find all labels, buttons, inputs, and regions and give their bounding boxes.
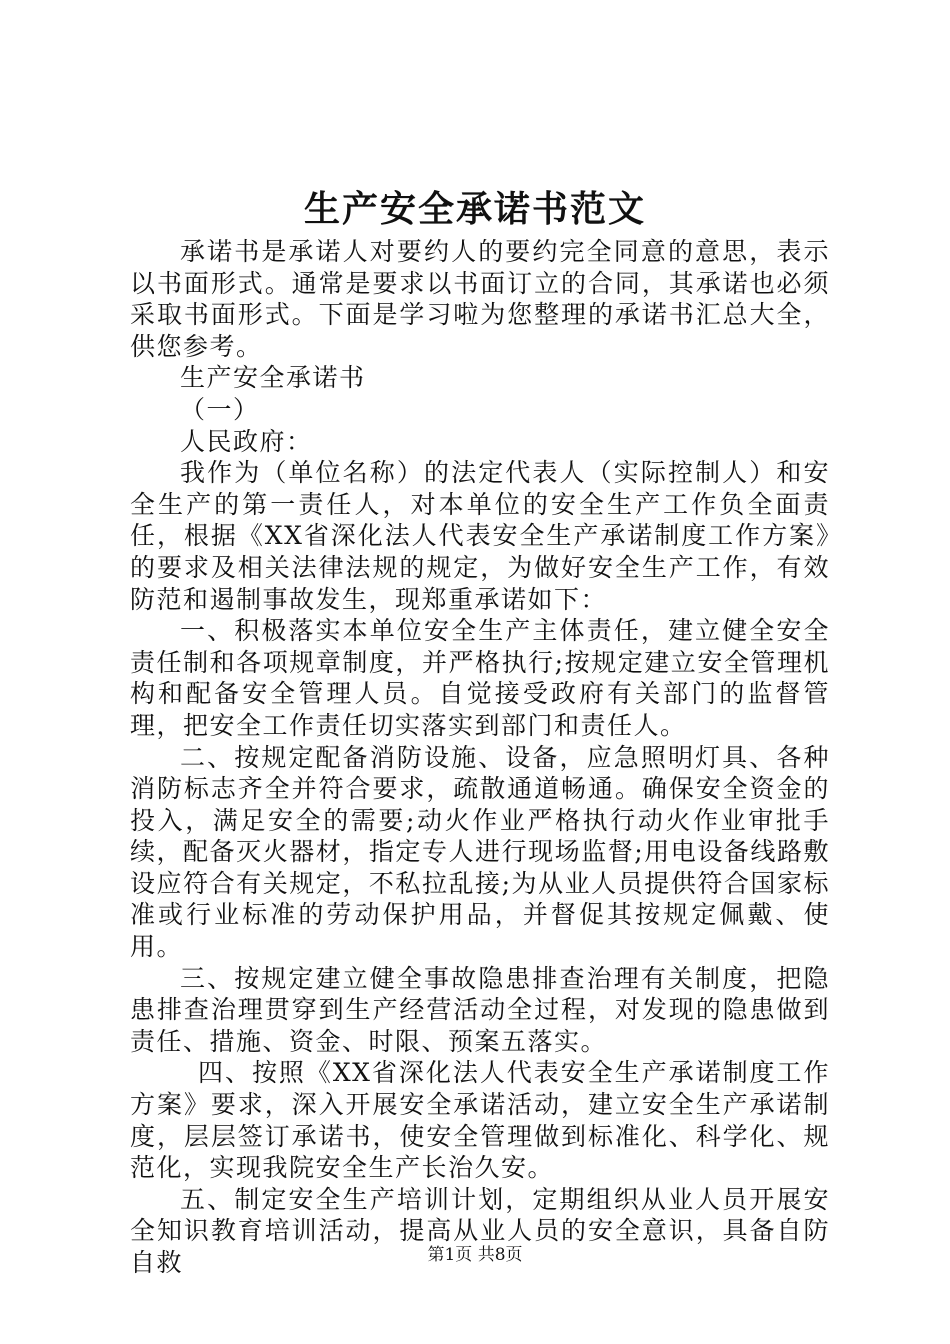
document-title: 生产安全承诺书范文 bbox=[303, 188, 646, 230]
paragraph-item-2: 二、按规定配备消防设施、设备，应急照明灯具、各种消防标志齐全并符合要求，疏散通道畅通。确保安全资金的投入，满足安全的需要;动火作业严格执行动火作业审批手续，配备灭火器材，指定专人进行现场监督;用电设备线路敷设应符合有关规定，不私拉乱接;为从业人员提供符合国家标准或行业标准的劳动保护用品，并督促其按规定佩戴、使用。 bbox=[130, 742, 830, 962]
paragraph-item-3: 三、按规定建立健全事故隐患排查治理有关制度，把隐患排查治理贯穿到生产经营活动全过程，对发现的隐患做到责任、措施、资金、时限、预案五落实。 bbox=[130, 963, 830, 1056]
paragraph-intro: 承诺书是承诺人对要约人的要约完全同意的意思，表示以书面形式。通常是要求以书面订立的合同，其承诺也必须采取书面形式。下面是学习啦为您整理的承诺书汇总大全，供您参考。 bbox=[130, 237, 830, 361]
page-footer: 第1页 共8页 bbox=[427, 1245, 523, 1265]
paragraph-item-5: 五、制定安全生产培训计划，定期组织从业人员开展安全知识教育培训活动，提高从业人员的安全意识，具备自防自救 bbox=[130, 1184, 830, 1277]
paragraph-item-4: 四、按照《XX省深化法人代表安全生产承诺制度工作方案》要求，深入开展安全承诺活动，建立安全生产承诺制度，层层签订承诺书，使安全管理做到标准化、科学化、规范化，实现我院安全生产长治久安。 bbox=[130, 1058, 830, 1183]
paragraph-heading: 生产安全承诺书 bbox=[180, 363, 366, 393]
paragraph-addressee: 人民政府： bbox=[180, 426, 313, 456]
paragraph-section-number: （一） bbox=[180, 394, 260, 424]
document-body bbox=[130, 236, 830, 1279]
paragraph-item-1: 一、积极落实本单位安全生产主体责任，建立健全安全责任制和各项规章制度，并严格执行;按规定建立安全管理机构和配备安全管理人员。自觉接受政府有关部门的监督管理，把安全工作责任切实落实到部门和责任人。 bbox=[130, 616, 830, 740]
paragraph-statement: 我作为（单位名称）的法定代表人（实际控制人）和安全生产的第一责任人，对本单位的安全生产工作负全面责任，根据《XX省深化法人代表安全生产承诺制度工作方案》的要求及相关法律法规的规定，为做好安全生产工作，有效防范和遏制事故发生，现郑重承诺如下： bbox=[130, 458, 830, 614]
